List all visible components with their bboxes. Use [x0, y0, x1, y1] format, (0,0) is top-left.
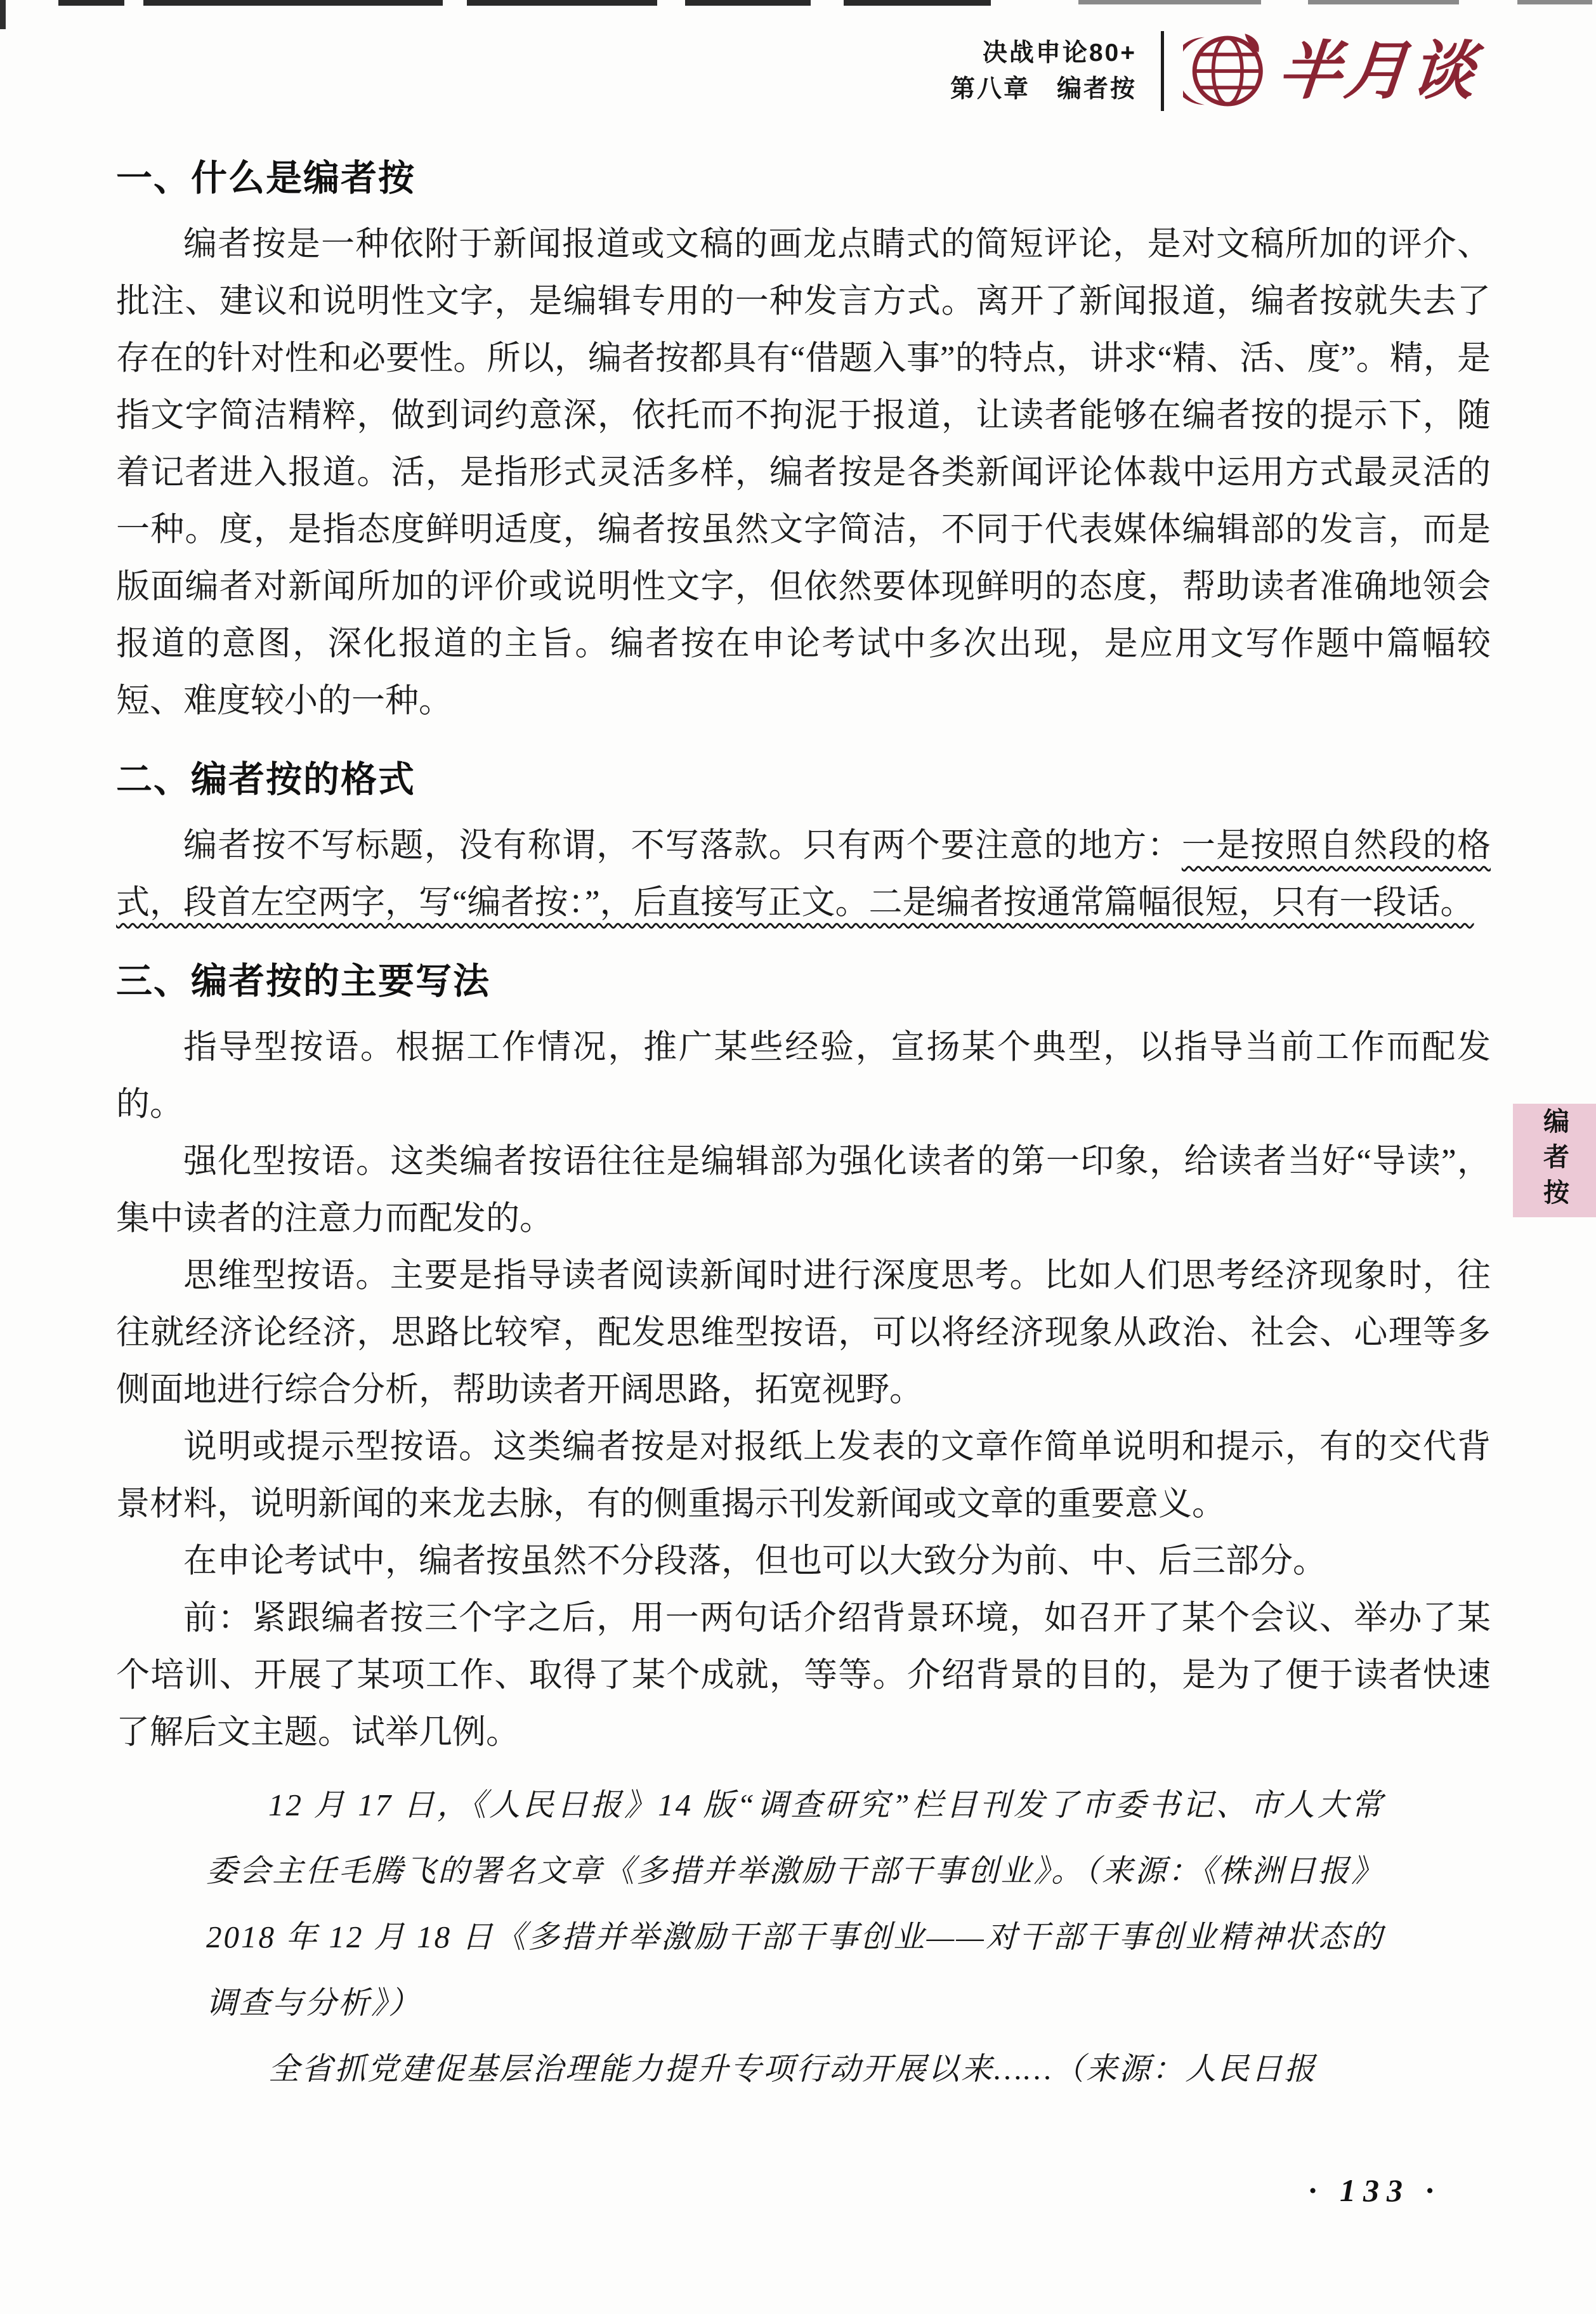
- example-quotes: [116, 1772, 1491, 2102]
- chapter-side-tab-label: 编者按: [1540, 1107, 1569, 1214]
- section-2-wavy-underlined-text: 一是按照自然段的格式，段首左空两字，写“编者按：”，后直接写正文。二是编者按通常篇幅很短，只有一段话。: [116, 827, 1491, 921]
- section-3-heading: 三、编者按的主要写法: [116, 961, 490, 1002]
- chapter-title: 第八章 编者按: [950, 75, 1137, 103]
- section-3-paragraph: 前：紧跟编者按三个字之后，用一两句话介绍背景环境，如召开了某个会议、举办了某个培训、开展了某项工作、取得了某个成就，等等。介绍背景的目的，是为了便于读者快速了解后文主题。试举几例。: [116, 1600, 1491, 1751]
- scan-artifact: [1078, 0, 1261, 4]
- example-quote: 全省抓党建促基层治理能力提升专项行动开展以来……（来源：人民日报: [268, 2051, 1318, 2086]
- main-text-column: [116, 157, 1491, 2102]
- scan-artifact: [0, 0, 6, 29]
- section-3-paragraph: 在申论考试中，编者按虽然不分段落，但也可以大致分为前、中、后三部分。: [183, 1543, 1326, 1579]
- brand-logo: [1183, 28, 1481, 114]
- brand-name: 半月谈: [1275, 36, 1481, 107]
- header-divider: [1161, 31, 1164, 111]
- scan-artifact: [1308, 0, 1459, 4]
- globe-icon: [1183, 28, 1269, 114]
- section-3-paragraph: 说明或提示型按语。这类编者按是对报纸上发表的文章作简单说明和提示，有的交代背景材料，说明新闻的来龙去脉，有的侧重揭示刊发新闻或文章的重要意义。: [116, 1428, 1491, 1522]
- scan-artifact: [143, 0, 443, 6]
- page-number: · 133 ·: [1309, 2173, 1441, 2208]
- section-1-heading: 一、什么是编者按: [116, 158, 415, 199]
- example-quote: 12 月 17 日，《人民日报》14 版“调查研究”栏目刊发了市委书记、市人大常委会主任毛腾飞的署名文章《多措并举激励干部干事创业》。（来源：《株洲日报》2018 年 12 月 18 日《多措并举激励干部干事创业——对干部干事创业精神状态的调查与分析》）: [206, 1788, 1384, 2020]
- scan-artifact: [1517, 0, 1592, 4]
- section-3-paragraph: 思维型按语。主要是指导读者阅读新闻时进行深度思考。比如人们思考经济现象时，往往就经济论经济，思路比较窄，配发思维型按语，可以将经济现象从政治、社会、心理等多侧面地进行综合分析，帮助读者开阔思路，拓宽视野。: [116, 1257, 1491, 1408]
- section-2-lead-text: 编者按不写标题，没有称谓，不写落款。只有两个要注意的地方：: [183, 827, 1182, 864]
- scan-artifact: [685, 0, 811, 6]
- series-title: 决战申论80+: [982, 39, 1137, 67]
- section-3-paragraph: 指导型按语。根据工作情况，推广某些经验，宣扬某个典型，以指导当前工作而配发的。: [116, 1029, 1491, 1123]
- scan-artifact: [467, 0, 657, 6]
- section-2-paragraph: [116, 817, 1491, 931]
- header-titles: [950, 35, 1137, 107]
- section-1-paragraph: 编者按是一种依附于新闻报道或文稿的画龙点睛式的简短评论，是对文稿所加的评介、批注、建议和说明性文字，是编辑专用的一种发言方式。离开了新闻报道，编者按就失去了存在的针对性和必要性。所以，编者按都具有“借题入事”的特点，讲求“精、活、度”。精，是指文字简洁精粹，做到词约意深，依托而不拘泥于报道，让读者能够在编者按的提示下，随着记者进入报道。活，是指形式灵活多样，编者按是各类新闻评论体裁中运用方式最灵活的一种。度，是指态度鲜明适度，编者按虽然文字简洁，不同于代表媒体编辑部的发言，而是版面编者对新闻所加的评价或说明性文字，但依然要体现鲜明的态度，帮助读者准确地领会报道的意图，深化报道的主旨。编者按在申论考试中多次出现，是应用文写作题中篇幅较短、难度较小的一种。: [116, 226, 1491, 719]
- scan-artifact: [844, 0, 991, 6]
- page-header: [950, 28, 1481, 114]
- scan-artifact: [58, 0, 124, 6]
- section-3-paragraph: 强化型按语。这类编者按语往往是编辑部为强化读者的第一印象，给读者当好“导读”，集中读者的注意力而配发的。: [116, 1143, 1491, 1237]
- chapter-side-tab: [1513, 1104, 1596, 1217]
- section-2-heading: 二、编者按的格式: [116, 759, 415, 800]
